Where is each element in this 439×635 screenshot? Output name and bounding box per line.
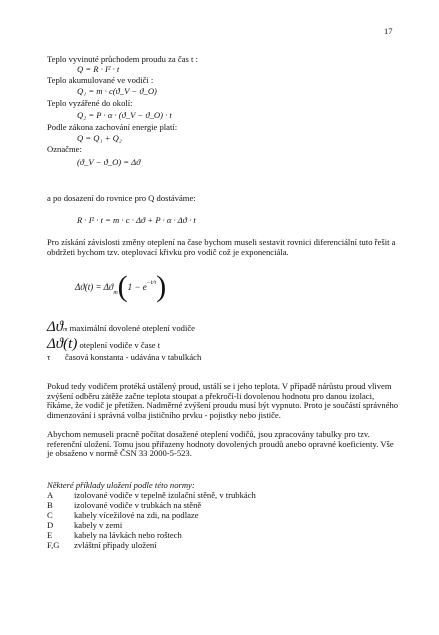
list-item	[47, 510, 199, 520]
examples-title: Některé příklady uložení podle této normy:	[47, 480, 195, 490]
legend-symbol: Δϑ(t)	[47, 336, 78, 352]
text-line-substitution: a po dosazení do rovnice pro Q dostáváme:	[47, 193, 196, 203]
paragraph-reference-installation: Abychom nemuseli pracně počítat dosažené oteplení vodičů, jsou zpracovány tabulky pro tzv. referenční uložení. Tomu jsou přiřazeny hodnoty dovolených proudů anebo opravné koeficienty. Vše je obsaženo v normě ČSN 33 2000-5-523.	[47, 429, 394, 459]
equation-heat-generated: Q = R · I² · t	[77, 64, 120, 74]
paragraph-differential-equation: Pro získání závislosti změny oteplení na čase bychom museli sestavit rovnici diferenciální tuto řešit a obdržeti bychom tzv. oteplovací křivku pro vodič což je exponenciála.	[47, 237, 396, 257]
equation-heat-accumulated: Q₁ = m · c(ϑ_V − ϑ_O)	[77, 86, 157, 96]
list-item	[47, 500, 201, 510]
left-paren: (	[117, 270, 128, 303]
list-item	[47, 540, 157, 550]
equation-exponential-inner: 1 − e	[127, 282, 147, 292]
equation-heat-radiated: Q₂ = P · α · (ϑ_V − ϑ_O) · t	[77, 110, 172, 120]
list-item-text: zvláštní případy uložení	[74, 540, 157, 550]
legend-text: časová konstanta - udávána v tabulkách	[65, 352, 202, 362]
text-line-heat-accumulated: Teplo akumulované ve vodiči :	[47, 75, 154, 85]
list-item-key: B	[47, 500, 53, 510]
list-item	[47, 520, 122, 530]
list-item-text: izolované vodiče v trubkách na stěně	[74, 500, 202, 510]
list-item-key: F,G	[47, 540, 60, 550]
list-item-key: D	[47, 520, 54, 530]
list-item-key: A	[47, 490, 54, 500]
legend-symbol-sub: m	[63, 327, 68, 333]
text-line-heat-generated: Teplo vyvinuté průchodem proudu za čas t :	[47, 54, 198, 64]
equation-substituted: R · I² · t = m · c · Δϑ + P · α · Δϑ · t	[77, 215, 196, 225]
right-paren: )	[156, 270, 167, 303]
equation-notation: (ϑ_V − ϑ_O) = Δϑ	[77, 157, 141, 167]
legend-row-time-constant	[47, 352, 201, 362]
legend-symbol: Δϑ	[47, 319, 64, 335]
list-item-key: C	[47, 510, 53, 520]
equation-exponential-left: Δϑ(t) = Δϑ	[75, 282, 114, 292]
equation-energy-sum: Q = Q₁ + Q₂	[77, 133, 122, 143]
list-item-text: kabely v zemi	[74, 520, 123, 530]
legend-symbol: τ	[47, 352, 51, 362]
page-number: 17	[384, 26, 393, 36]
text-line-notation: Označme:	[47, 144, 82, 154]
legend-row-max-temp	[47, 319, 195, 336]
text-line-energy-conservation: Podle zákona zachování energie platí:	[47, 122, 178, 132]
equation-exponential-exp: −t/τ	[146, 280, 157, 286]
list-item-text: izolované vodiče v tepelně izolační stěně, v trubkách	[74, 490, 256, 500]
paragraph-overload: Pokud tedy vodičem protéká ustálený proud, ustálí se i jeho teplota. V případě nárůstu proud vlivem zvýšení odběru zátěže začne teplota stoupat a překročí-li dovolenou hodnotu pro danou izolaci, říkáme, že vodič je přetížen. Nadměrné zvýšení proudu musí být vypnuto. Proto je součástí správného dimenzování i správná volba jističního prvku - pojistky nebo jističe.	[47, 381, 399, 420]
list-item-text: kabely na lávkách nebo roštech	[74, 530, 182, 540]
list-item	[47, 490, 256, 500]
list-item-key: E	[47, 530, 53, 540]
legend-text: maximální dovolené oteplení vodiče	[69, 323, 195, 333]
legend-text: oteplení vodiče v čase t	[79, 340, 161, 350]
legend-row-time-temp	[47, 336, 160, 353]
equation-exponential-sub: m	[113, 290, 118, 296]
list-item	[47, 530, 182, 540]
list-item-text: kabely vícežilové na zdi, na podlaze	[74, 510, 199, 520]
equation-exponential	[75, 270, 167, 303]
text-line-heat-radiated: Teplo vyzářené do okolí:	[47, 98, 133, 108]
